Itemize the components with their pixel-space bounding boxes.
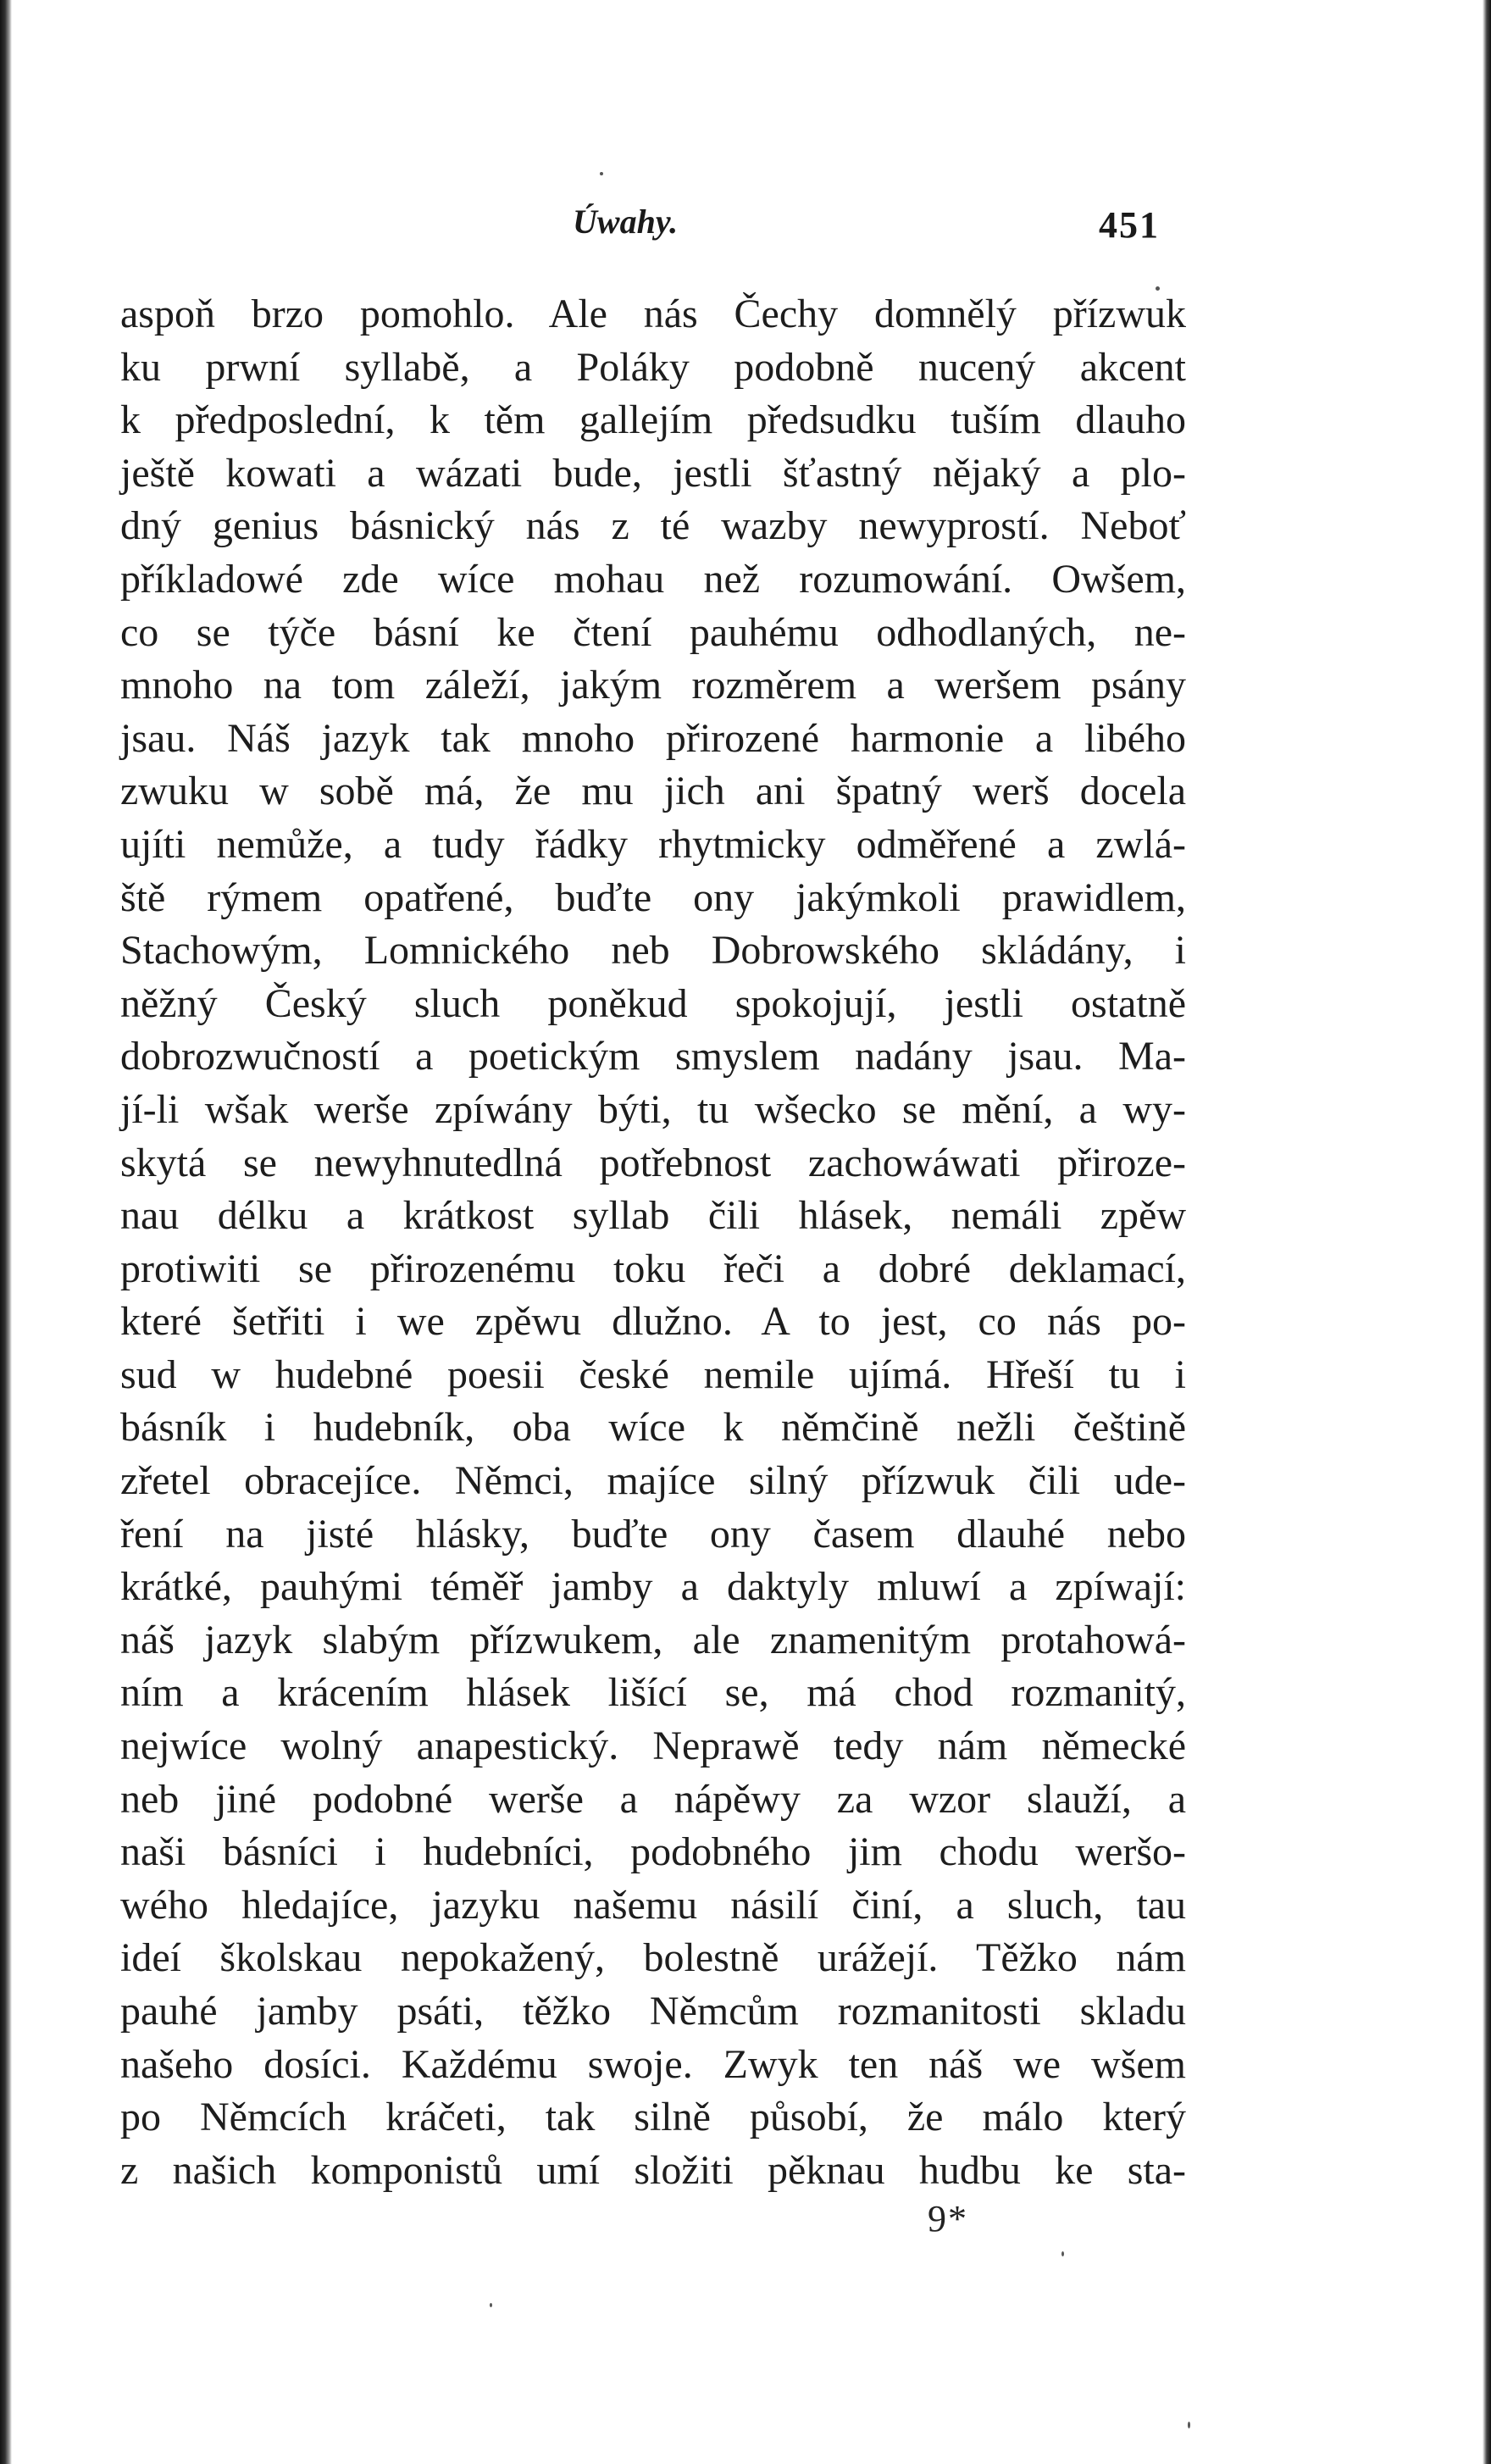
text-line: mnoho na tom záleží, jakým rozměrem a weršem psány	[120, 663, 1186, 708]
text-line: dobrozwučností a poetickým smyslem nadány jsau. Ma-	[120, 1034, 1186, 1079]
dust-speck	[1188, 2422, 1190, 2428]
text-line: Stachowým, Lomnického neb Dobrowského skládány, i	[120, 928, 1186, 974]
dust-speck	[1061, 2251, 1064, 2256]
text-line: aspoň brzo pomohlo. Ale nás Čechy domnělý přízwuk	[120, 291, 1186, 336]
page-edge-left	[0, 0, 12, 2464]
text-line: něžný Český sluch poněkud spokojují, jestli ostatně	[120, 980, 1186, 1026]
text-line: příkladowé zde wíce mohau než rozumowání. Owšem,	[120, 556, 1186, 602]
text-line: k předposlední, k těm gallejím předsudku tuším dlauho	[120, 397, 1186, 443]
text-line: ním a krácením hlásek lišící se, má chod rozmanitý,	[120, 1670, 1186, 1716]
text-line: nejwíce wolný anapestický. Neprawě tedy nám německé	[120, 1723, 1186, 1769]
text-line: pauhé jamby psáti, těžko Němcům rozmanitosti skladu	[120, 1989, 1186, 2034]
text-line: ujíti nemůže, a tudy řádky rhytmicky odměřené a zwlá-	[120, 821, 1186, 867]
page-number: 451	[1099, 204, 1160, 246]
dust-speck	[600, 172, 603, 175]
text-line: jí-li wšak werše zpíwány býti, tu wšecko se mění, a wy-	[120, 1086, 1186, 1132]
text-line: dný genius básnický nás z té wazby newyprostí. Neboť	[120, 503, 1186, 549]
text-line: sud w hudebné poesii české nemile ujímá. Hřeší tu i	[120, 1351, 1186, 1397]
text-line: ku prwní syllabě, a Poláky podobně nucený akcent	[120, 344, 1186, 390]
text-line: ření na jisté hlásky, buďte ony časem dlauhé nebo	[120, 1511, 1186, 1557]
page-edge-right	[1483, 0, 1491, 2464]
text-line: neb jiné podobné werše a nápěwy za wzor slauží, a	[120, 1776, 1186, 1822]
text-line: ště rýmem opatřené, buďte ony jakýmkoli prawidlem,	[120, 874, 1186, 920]
dust-speck	[490, 2303, 492, 2307]
text-line: po Němcích kráčeti, tak silně působí, že málo který	[120, 2095, 1186, 2140]
text-line: protiwiti se přirozenému toku řeči a dobré deklamací,	[120, 1246, 1186, 1291]
text-line: zwuku w sobě má, že mu jich ani špatný werš docela	[120, 769, 1186, 814]
text-line: skytá se newyhnutedlná potřebnost zachowáwati přiroze-	[120, 1140, 1186, 1185]
text-line: našeho dosíci. Každému swoje. Zwyk ten náš we wšem	[120, 2041, 1186, 2087]
text-line: co se týče básní ke čtení pauhému odhodlaných, ne-	[120, 609, 1186, 655]
text-line: wého hledajíce, jazyku našemu násilí činí, a sluch, tau	[120, 1882, 1186, 1928]
text-line: z našich komponistů umí složiti pěknau hudbu ke sta-	[120, 2147, 1186, 2193]
dust-speck	[1156, 286, 1160, 291]
text-line: naši básníci i hudebníci, podobného jim chodu weršo-	[120, 1829, 1186, 1875]
text-line: které šetřiti i we zpěwu dlužno. A to jest, co nás po-	[120, 1299, 1186, 1345]
text-line: jsau. Náš jazyk tak mnoho přirozené harmonie a libého	[120, 715, 1186, 761]
body-text	[120, 288, 1186, 2197]
text-line: ideí školskau nepokažený, bolestně urážejí. Těžko nám	[120, 1935, 1186, 1981]
running-head-title: Úwahy.	[573, 203, 679, 241]
text-line: nau délku a krátkost syllab čili hlásek, nemáli zpěw	[120, 1193, 1186, 1239]
signature-mark: 9*	[928, 2198, 968, 2239]
text-line: náš jazyk slabým přízwukem, ale znamenitým protahowá-	[120, 1617, 1186, 1662]
text-line: ještě kowati a wázati bude, jestli šťastný nějaký a plo-	[120, 450, 1186, 496]
text-line: krátké, pauhými téměř jamby a daktyly mluwí a zpíwají:	[120, 1564, 1186, 1610]
text-line: zřetel obracejíce. Němci, majíce silný přízwuk čili ude-	[120, 1458, 1186, 1504]
text-line: básník i hudebník, oba wíce k němčině nežli češtině	[120, 1405, 1186, 1451]
